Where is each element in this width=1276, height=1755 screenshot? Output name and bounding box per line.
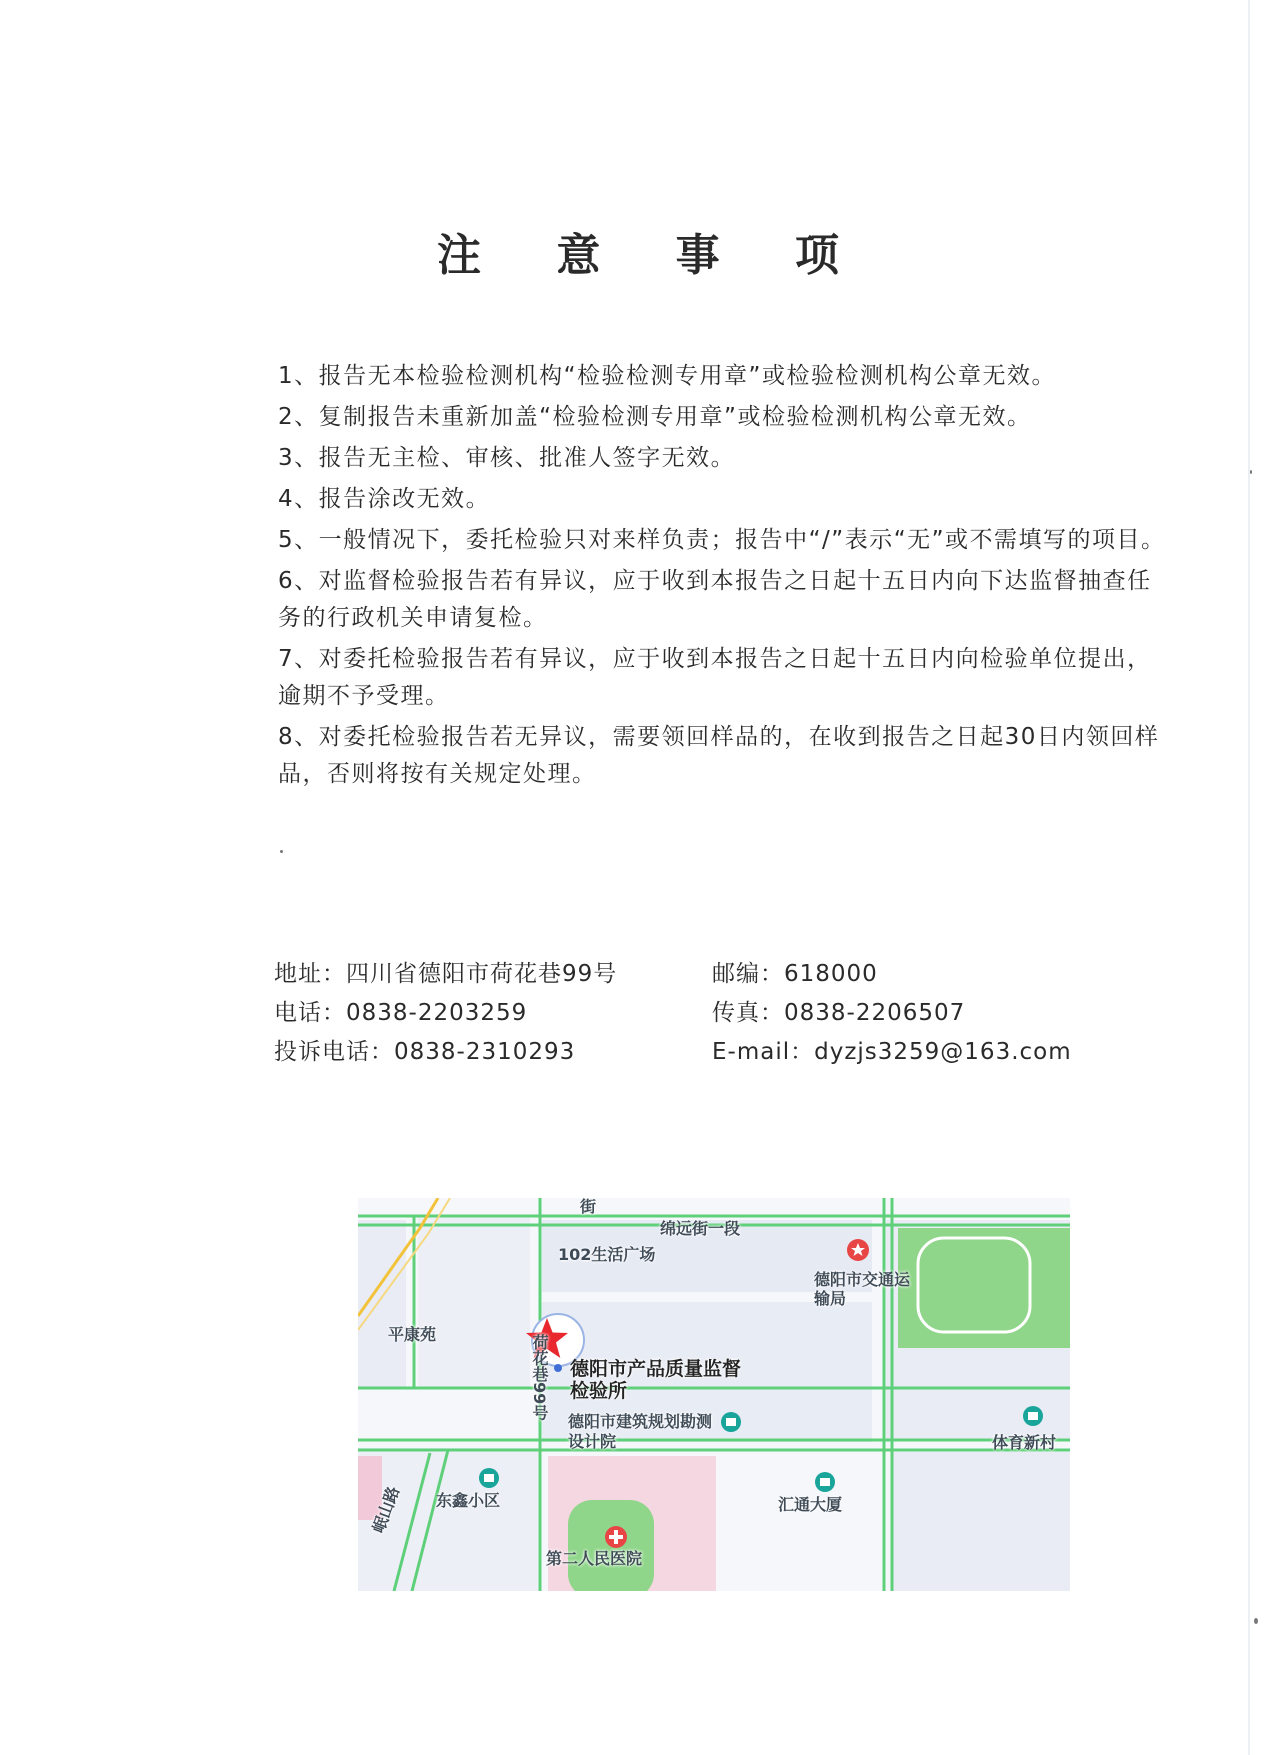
page-title: 注 意 事 项 bbox=[437, 230, 869, 281]
map-label-dongxin: 东鑫小区 bbox=[436, 1491, 501, 1510]
contact-left bbox=[274, 956, 617, 1073]
map-label-mianyuan-road: 绵远街一段 bbox=[660, 1219, 741, 1238]
building-pin-icon bbox=[718, 1410, 744, 1436]
map-label-pingkang: 平康苑 bbox=[388, 1325, 437, 1344]
note-item: 6、对监督检验报告若有异议，应于收到本报告之日起十五日内向下达监督抽查任务的行政机关申请复检。 bbox=[278, 568, 1152, 631]
postcode-line: 邮编：618000 bbox=[712, 961, 878, 987]
location-dot-icon bbox=[554, 1364, 562, 1372]
complaint-phone-line: 投诉电话：0838-2310293 bbox=[274, 1039, 576, 1065]
map-label-transport-bureau: 德阳市交通运输局 bbox=[814, 1270, 911, 1308]
note-item: 1、报告无本检验检测机构“检验检测专用章”或检验检测机构公章无效。 bbox=[278, 363, 1056, 389]
fax-line: 传真：0838-2206507 bbox=[712, 1000, 966, 1026]
map-label-jie: 街 bbox=[580, 1198, 597, 1216]
scan-speck bbox=[1254, 1618, 1258, 1624]
note-item: 7、对委托检验报告若有异议，应于收到本报告之日起十五日内向检验单位提出，逾期不予受理。 bbox=[278, 646, 1152, 709]
building-pin-icon bbox=[1020, 1404, 1046, 1430]
contact-right bbox=[712, 956, 1072, 1073]
map-label-design-institute: 德阳市建筑规划勘测设计院 bbox=[568, 1412, 713, 1451]
map-label-huitong: 汇通大厦 bbox=[778, 1495, 843, 1514]
map-label-hospital: 第二人民医院 bbox=[546, 1549, 643, 1568]
map-label-stadium: 体育新村 bbox=[992, 1433, 1057, 1452]
address-line: 地址：四川省德阳市荷花巷99号 bbox=[274, 961, 618, 987]
map-label-hehua-lane: 荷花巷99号 bbox=[530, 1334, 549, 1421]
government-pin-icon bbox=[844, 1238, 872, 1266]
note-item: 3、报告无主检、审核、批准人签字无效。 bbox=[278, 445, 736, 471]
note-item: 5、一般情况下，委托检验只对来样负责；报告中“/”表示“无”或不需填写的项目。 bbox=[278, 527, 1166, 553]
note-item: 2、复制报告未重新加盖“检验检测专用章”或检验检测机构公章无效。 bbox=[278, 404, 1032, 430]
email-line: E-mail：dyzjs3259@163.com bbox=[712, 1039, 1072, 1065]
location-map bbox=[358, 1198, 1070, 1591]
map-label-minshan-road: 岷山路 bbox=[368, 1483, 404, 1536]
note-item: 8、对委托检验报告若无异议，需要领回样品的，在收到报告之日起30日内领回样品，否则将按有关规定处理。 bbox=[278, 724, 1160, 787]
phone-line: 电话：0838-2203259 bbox=[274, 1000, 528, 1026]
note-item: 4、报告涂改无效。 bbox=[278, 486, 491, 512]
scan-speck bbox=[1250, 470, 1252, 474]
map-label-institute: 德阳市产品质量监督检验所 bbox=[570, 1358, 742, 1402]
scan-speck bbox=[280, 850, 283, 853]
map-label-plaza: 102生活广场 bbox=[558, 1245, 656, 1264]
notes-list bbox=[278, 358, 1170, 797]
